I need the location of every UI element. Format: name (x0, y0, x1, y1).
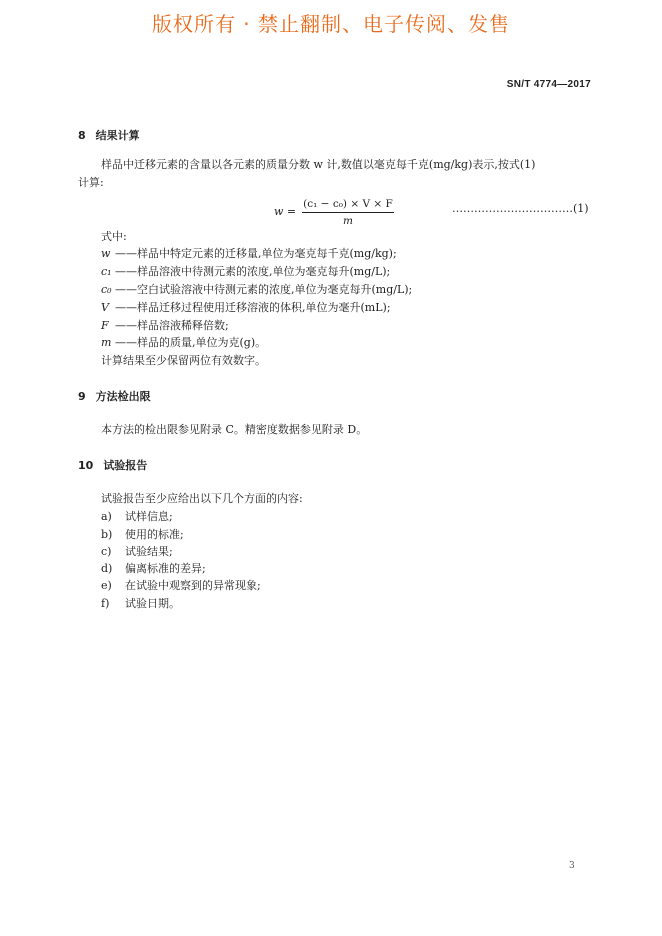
watermark-banner: 版权所有 · 禁止翻制、电子传阅、发售 (151, 12, 511, 36)
page-number: 3 (569, 861, 575, 871)
list-text: 试验结果; (125, 545, 173, 558)
variable-def (101, 245, 397, 263)
list-text: 在试验中观察到的异常现象; (125, 579, 261, 592)
formula-numerator: (c₁ − c₀) × V × F (303, 198, 393, 210)
list-item (101, 508, 173, 526)
list-text: 偏离标准的差异; (125, 562, 206, 575)
list-item (101, 560, 206, 578)
variable-symbol: c₁ (101, 265, 112, 278)
variable-desc: ——样品的质量,单位为克(g)。 (115, 336, 267, 349)
variable-desc: ——样品迁移过程使用迁移溶液的体积,单位为毫升(mL); (115, 301, 391, 314)
variable-def (101, 281, 412, 299)
list-item (101, 543, 173, 561)
section-title: 试验报告 (103, 459, 148, 472)
list-text: 试样信息; (125, 510, 173, 523)
section-number: 9 (78, 390, 86, 403)
section-number: 8 (78, 129, 86, 142)
list-text: 使用的标准; (125, 528, 184, 541)
list-label: b) (101, 528, 113, 541)
section-9-heading (78, 388, 151, 404)
variable-desc: ——样品溶液中待测元素的浓度,单位为毫克每升(mg/L); (115, 265, 391, 278)
paragraph-line: 计算结果至少保留两位有效数字。 (101, 354, 266, 367)
list-item (101, 526, 184, 544)
section-title: 方法检出限 (95, 390, 151, 403)
document-number: SN/T 4774—2017 (506, 79, 591, 90)
variable-def (101, 317, 229, 335)
paragraph-line: 试验报告至少应给出以下几个方面的内容: (101, 492, 303, 505)
list-text: 试验日期。 (125, 597, 180, 610)
variable-symbol: V (101, 301, 109, 314)
variable-symbol: m (101, 336, 112, 349)
variable-symbol: F (101, 319, 109, 332)
list-item (101, 595, 180, 613)
variable-symbol: w (101, 247, 111, 260)
formula-fraction (302, 197, 394, 228)
paragraph-line: 本方法的检出限参见附录 C。精密度数据参见附录 D。 (101, 423, 368, 436)
list-label: d) (101, 562, 113, 575)
variable-desc: ——空白试验溶液中待测元素的浓度,单位为毫克每升(mg/L); (115, 283, 413, 296)
section-title: 结果计算 (95, 129, 140, 142)
list-label: f) (101, 597, 110, 610)
section-8-heading (78, 127, 140, 143)
variable-def (101, 299, 391, 317)
section-10-heading (78, 457, 147, 473)
equation-number: ……………………………(1) (452, 202, 589, 215)
list-label: a) (101, 510, 112, 523)
variable-def (101, 334, 266, 352)
variable-desc: ——样品溶液稀释倍数; (115, 319, 229, 332)
list-item (101, 577, 261, 595)
fraction-bar (302, 212, 394, 213)
formula (274, 197, 404, 231)
variable-desc: ——样品中特定元素的迁移量,单位为毫克每千克(mg/kg); (115, 247, 397, 260)
list-label: c) (101, 545, 112, 558)
formula-denominator: m (343, 215, 353, 227)
paragraph-line: 计算: (78, 176, 104, 189)
section-number: 10 (78, 459, 94, 472)
list-label: e) (101, 579, 112, 592)
variable-symbol: c₀ (101, 283, 112, 296)
variable-def (101, 263, 390, 281)
paragraph-line: 样品中迁移元素的含量以各元素的质量分数 w 计,数值以毫克每千克(mg/kg)表示,按式(1) (101, 158, 536, 171)
formula-lhs: w = (274, 205, 297, 218)
where-label: 式中: (101, 230, 127, 243)
